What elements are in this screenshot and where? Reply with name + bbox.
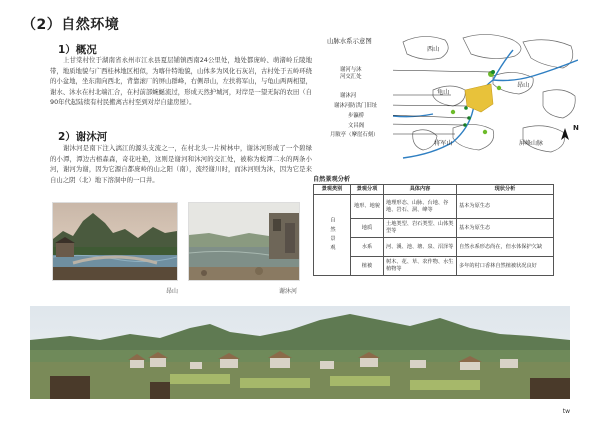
table-header-category: 景观类别 — [314, 185, 351, 195]
map-label-xiemu-river: 谢沐河 — [340, 93, 357, 99]
scenic-table — [313, 184, 554, 276]
map-mountain-jiangjun: 将军山 — [434, 140, 453, 147]
table-row-content: 土地类型、岩石类型、山体类型等 — [384, 219, 457, 238]
table-row-content: 河、溪、池、塘、泉、沼泽等 — [384, 238, 457, 257]
table-row-content: 树木、花、草、农作物、水生植物等 — [384, 257, 457, 276]
photo-angshan — [52, 202, 178, 281]
table-row-item: 地质 — [351, 219, 384, 238]
scenic-table-title: 自然景观分析 — [313, 176, 351, 183]
photo-angshan-caption: 昂山 — [166, 288, 179, 295]
section-title: （2）自然环境 — [22, 17, 120, 33]
north-label: N — [573, 124, 579, 132]
subsection-river-title: 2）谢沐河 — [58, 131, 108, 143]
table-row-item: 植被 — [351, 257, 384, 276]
map-label-wenchang-pavilion: 文昌阁 — [348, 123, 365, 129]
table-row-analysis: 基本为原生态 — [457, 195, 554, 219]
table-header-analysis: 现状分析 — [457, 185, 554, 195]
map-label-confluence-1: 谢河与沐 — [340, 67, 362, 73]
photo-xiemu-caption: 谢沐河 — [279, 288, 298, 295]
subsection-overview-title: 1）概况 — [58, 44, 97, 56]
photo-xiemu-river — [188, 202, 300, 281]
overview-paragraph: 上甘棠村位于湖南省永州市江永县夏层铺镇西南24公里处，地处都庞岭、萌渚岭丘陵地带，地质地貌与广西桂林地区相似，为喀什特地貌，山体多为风化石灰岩，古村处于五岭环绕的小盆地，坐东南向西北，背靠滚厂的屏山群峰，右侧昂山，左扶将军山，与龟山两两相望，谢水、沐水在村北端汇合，在村前部蜿蜒流过，形成天然护城河，对岸是一望无际的农田（自90年代起陆续有村民搬离古村至到对岸自建房屋）。 — [50, 56, 313, 107]
table-row-analysis: 基本为原生态 — [457, 219, 554, 238]
table-row-content: 地理形态、山脉、台地、谷地、岩石、洞、峰等 — [384, 195, 457, 219]
table-row-item: 水系 — [351, 238, 384, 257]
table-row-analysis: 多年的村口香林自然植被状况良好 — [457, 257, 554, 276]
table-row-analysis: 自然水系形态尚在，但水体保护欠缺 — [457, 238, 554, 257]
table-row-item: 地形、地貌 — [351, 195, 384, 219]
page-number: tw — [562, 408, 570, 415]
map-mountain-pingfeng: 屏峰山脉 — [519, 140, 544, 147]
map-mountain-guishan: 龟山 — [437, 89, 450, 96]
table-header-content: 具体内容 — [384, 185, 457, 195]
map-label-confluence-2: 河交汇处 — [340, 74, 362, 80]
map-label-yuebei-pavilion: 月陂亭（摩崖石刻） — [330, 132, 379, 138]
map-mountain-angshan: 昂山 — [517, 82, 530, 89]
panorama-photo — [30, 306, 570, 399]
map-label-flood-gate: 谢沐河防洪门旧址 — [334, 103, 378, 109]
map-mountain-xishan: 西山 — [427, 46, 440, 53]
map-title: 山脉水系示意图 — [327, 37, 372, 45]
table-header-item: 景观分项 — [351, 185, 384, 195]
mountain-water-map — [393, 32, 578, 162]
table-category-cell: 自然景观 — [314, 195, 351, 276]
map-label-buying-bridge: 步瀛桥 — [348, 113, 365, 119]
river-paragraph: 谢沐河是南下注入漓江的源头支流之一，在村北头一片树林中，谢沐河形成了一个碧绿的小潭，潭边古榕森森，奇花吐艳，这则是谢河和沐河的交汇处，被称为蛟潭二水的两条小河，谢河为谢，因为它源自都庞岭的山之阳（南），流经谢川时，而沐河则为沐，因为它是来自山之阴（北）地下溶洞中的一口井。 — [50, 144, 312, 184]
